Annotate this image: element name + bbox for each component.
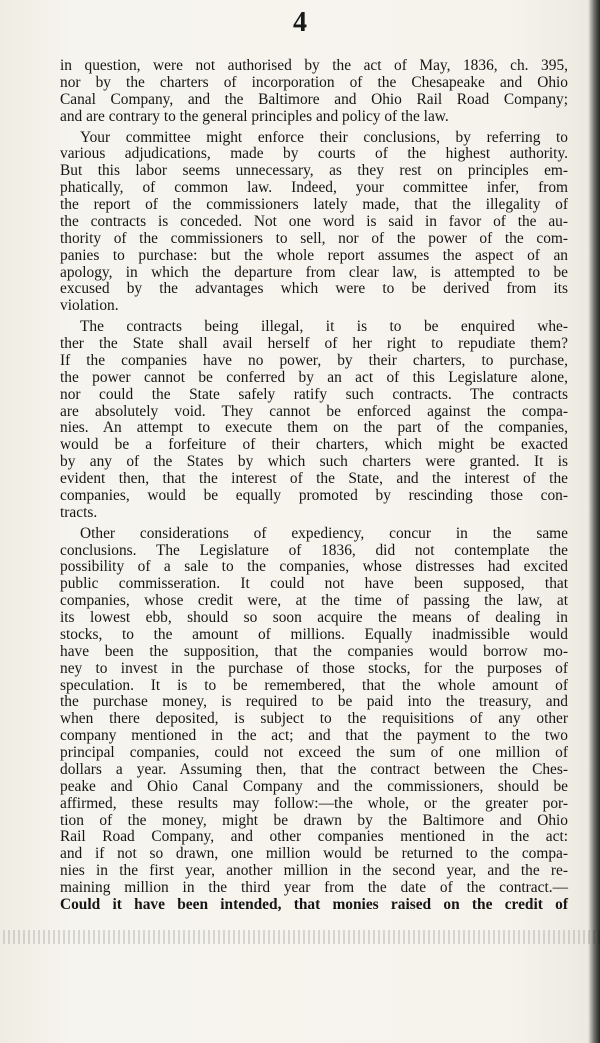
text-line: Other considerations of expediency, concur in the same	[80, 524, 568, 542]
text-line: and are contrary to the general principles and policy of the law.	[60, 107, 449, 125]
text-line: nies in the first year, another million in the second year, and the re-	[60, 862, 568, 880]
text-line: violation.	[60, 297, 119, 315]
text-line: and if not so drawn, one million would be returned to the compa-	[60, 845, 568, 863]
text-line: would be a forfeiture of their charters, which might be exacted	[60, 436, 568, 454]
text-line: when there deposited, is subject to the requisitions of any other	[60, 710, 568, 728]
text-line: evident then, that the interest of the State, and the interest of the	[60, 470, 568, 487]
text-line: If the companies have no power, by their charters, to purchase,	[60, 351, 568, 369]
text-line: nies. An attempt to execute them on the part of the companies,	[60, 419, 568, 437]
paragraph	[60, 130, 568, 316]
text-line: stocks, to the amount of millions. Equally inadmissible would	[60, 625, 568, 643]
text-line: principal companies, could not exceed the sum of one million of	[60, 744, 568, 761]
text-line: the report of the commissioners lately made, that the illegality of	[60, 196, 568, 213]
text-line: dollars a year. Assuming then, that the contract between the Ches-	[60, 760, 568, 778]
text-line: nor by the charters of incorporation of the Chesapeake and Ohio	[60, 73, 568, 91]
document-body	[60, 58, 568, 914]
text-line: apology, in which the departure from clear law, is attempted to be	[60, 263, 568, 281]
text-line: tion of the money, might be drawn by the Baltimore and Ohio	[60, 811, 568, 829]
text-line: public commisseration. It could not have been supposed, that	[60, 575, 568, 593]
scan-edge-shadow	[588, 0, 600, 1043]
paragraph	[60, 58, 568, 126]
text-line: are absolutely void. They cannot be enforced against the compa-	[60, 402, 568, 420]
text-line: tracts.	[60, 503, 98, 521]
text-line: Rail Road Company, and other companies mentioned in the act:	[60, 828, 568, 846]
text-line: have been the supposition, that the companies would borrow mo-	[60, 642, 568, 660]
text-line: companies, whose credit were, at the time of passing the law, at	[60, 592, 568, 610]
text-line: The contracts being illegal, it is to be enquired whe-	[80, 318, 568, 336]
text-line: the contracts is conceded. Not one word is said in favor of the au-	[60, 212, 568, 230]
text-line: affirmed, these results may follow:—the whole, or the greater por-	[60, 794, 568, 812]
text-line: various adjudications, made by courts of the highest authority.	[60, 145, 568, 163]
text-line: company mentioned in the act; and that the payment to the two	[60, 727, 568, 745]
text-line: panies to purchase: but the whole report assumes the aspect of an	[60, 246, 568, 264]
text-line: the power cannot be conferred by an act of this Legislature alone,	[60, 368, 568, 386]
text-line: thority of the commissioners to sell, nor of the power of the com-	[60, 229, 568, 247]
text-line: the purchase money, is required to be paid into the treasury, and	[60, 693, 568, 711]
text-line: Canal Company, and the Baltimore and Ohio Rail Road Company;	[60, 90, 568, 108]
text-line: phatically, of common law. Indeed, your committee infer, from	[60, 179, 568, 197]
text-line: in question, were not authorised by the act of May, 1836, ch. 395,	[60, 57, 568, 74]
text-line: nor could the State safely ratify such contracts. The contracts	[60, 385, 568, 403]
text-line: ther the State shall avail herself of her right to repudiate them?	[60, 335, 568, 352]
text-line: speculation. It is to be remembered, that the whole amount of	[60, 676, 568, 694]
text-line: But this labor seems unnecessary, as they rest on principles em-	[60, 162, 568, 180]
paragraph	[60, 319, 568, 522]
text-line: Could it have been intended, that monies raised on the credit of	[60, 895, 568, 913]
text-line: by any of the States by which such charters were granted. It is	[60, 453, 568, 471]
text-line: maining million in the third year from the date of the contract.—	[60, 879, 568, 896]
text-line: Your committee might enforce their conclusions, by referring to	[80, 128, 568, 146]
text-line: ney to invest in the purchase of those stocks, for the purposes of	[60, 659, 568, 677]
text-line: possibility of a sale to the companies, whose distresses had excited	[60, 558, 568, 576]
text-line: conclusions. The Legislature of 1836, did not contemplate the	[60, 541, 568, 559]
text-line: excused by the advantages which were to be derived from its	[60, 280, 568, 298]
text-line: peake and Ohio Canal Company and the commissioners, should be	[60, 777, 568, 795]
paragraph	[60, 526, 568, 914]
text-line: its lowest ebb, should so soon acquire the means of dealing in	[60, 609, 568, 626]
page-fold-mark	[0, 930, 600, 944]
text-line: companies, would be equally promoted by rescinding those con-	[60, 486, 568, 504]
page-number: 4	[293, 7, 307, 38]
